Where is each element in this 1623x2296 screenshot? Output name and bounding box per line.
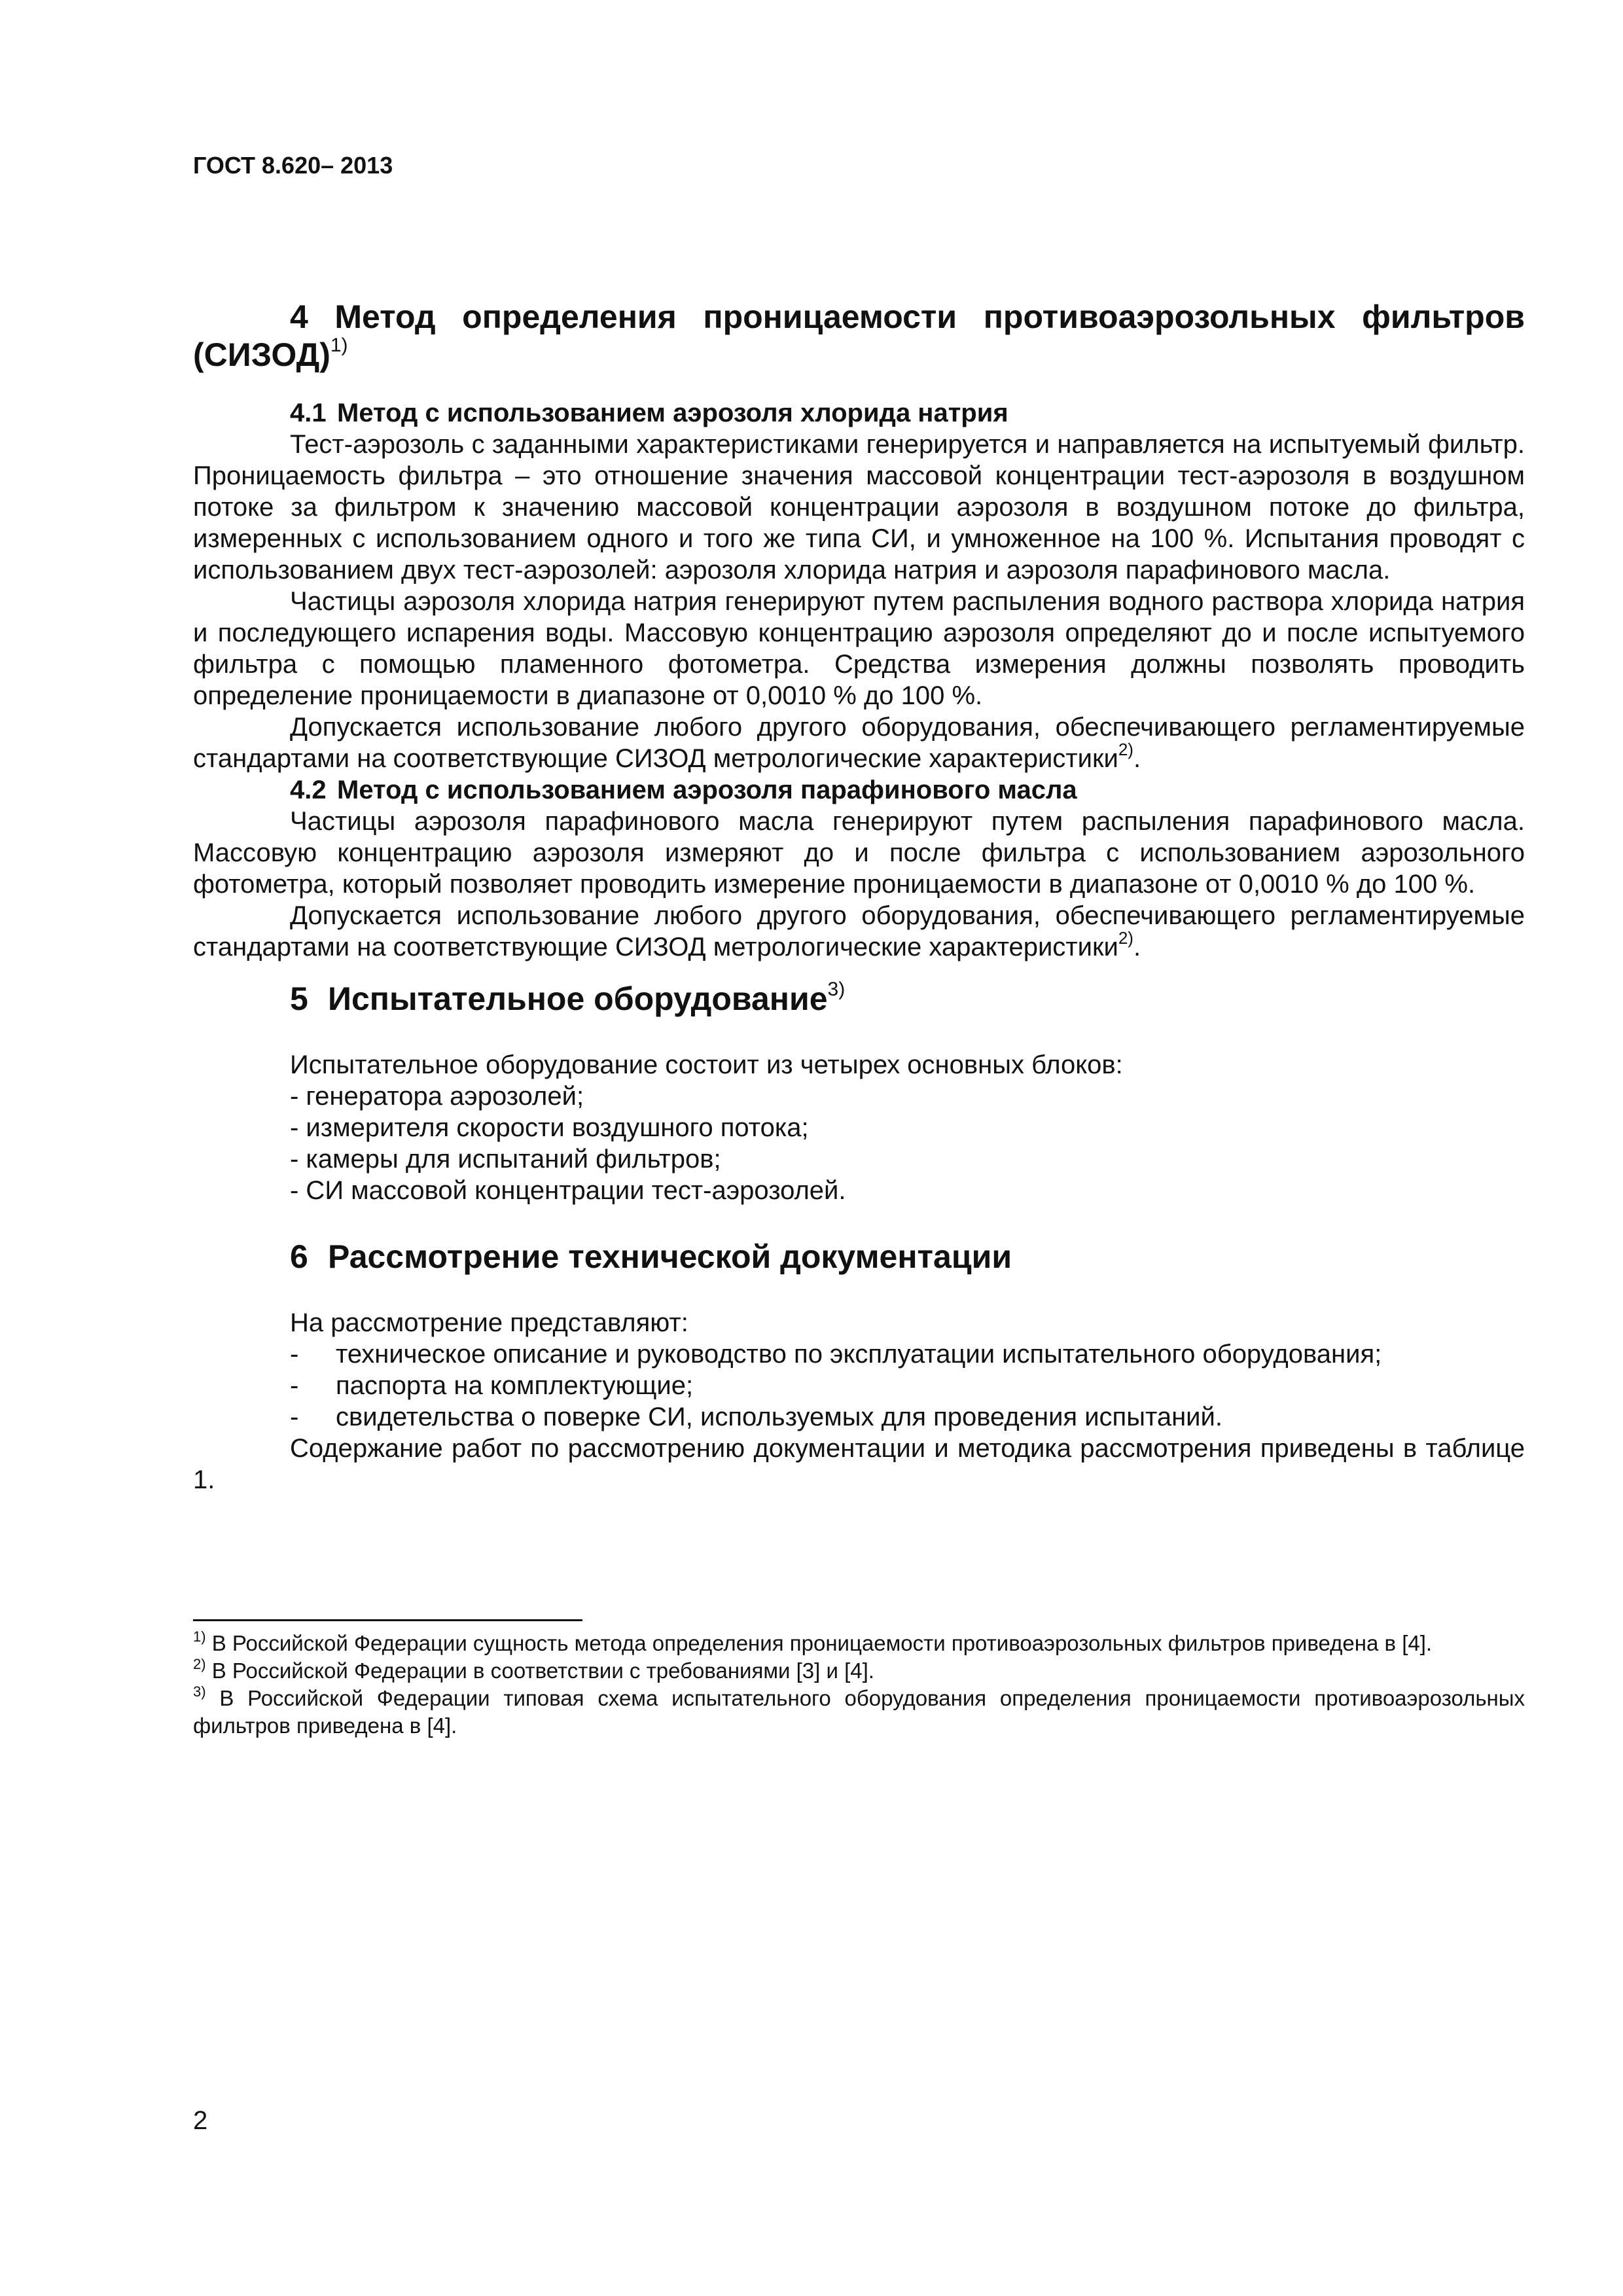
list-item-text: свидетельства о поверке СИ, используемых для проведения испытаний. — [336, 1403, 1222, 1431]
list-item-text: техническое описание и руководство по эксплуатации испытательного оборудования; — [336, 1340, 1382, 1369]
footnote-divider — [193, 1619, 582, 1621]
paragraph: Частицы аэрозоля парафинового масла генерируют путем распыления парафинового масла. Массовую концентрацию аэрозоля измеряют до и после фильтра с использованием аэрозольного фотометра, который позволяет проводить измерение проницаемости в диапазоне от 0,0010 % до 100 %. — [193, 807, 1525, 899]
list-item: - камеры для испытаний фильтров; — [290, 1145, 721, 1174]
spacer — [193, 963, 1525, 980]
section-4-title: 4 Метод определения проницаемости противоаэрозольных фильтров (СИЗОД) — [193, 298, 1525, 373]
paragraph: Содержание работ по рассмотрению документации и методика рассмотрения приведены в таблице 1. — [193, 1434, 1525, 1494]
paragraph — [193, 711, 1525, 774]
list-dash: - — [290, 1371, 299, 1400]
section-number: 5 — [290, 980, 308, 1017]
subsection-number: 4.1 — [290, 399, 327, 427]
paragraph-text: Допускается использование любого другого оборудования, обеспечивающего регламентируемые стандартами на соответствующие СИЗОД метрологические характеристики — [193, 713, 1525, 773]
main-content — [193, 298, 1525, 1496]
spacer — [193, 374, 1525, 397]
section-4-heading — [193, 298, 1525, 374]
footnote-ref-2: 2) — [1118, 740, 1133, 759]
footnote-ref-3: 3) — [827, 978, 846, 1000]
section-number: 6 — [290, 1238, 308, 1275]
footnote-text: В Российской Федерации в соответствии с требованиями [3] и [4]. — [205, 1659, 874, 1683]
paragraph-end: . — [1133, 933, 1141, 961]
footnote-mark: 2) — [193, 1656, 206, 1672]
documents-list — [193, 1338, 1525, 1433]
equipment-list — [193, 1081, 1525, 1206]
paragraph: Частицы аэрозоля хлорида натрия генерируют путем распыления водного раствора хлорида натрия и последующего испарения воды. Массовую концентрацию аэрозоля определяют до и после испытуемого фильтра с помощью пламенного фотометра. Средства измерения должны позволять проводить определение проницаемости в диапазоне от 0,0010 % до 100 %. — [193, 587, 1525, 710]
section-title: Рассмотрение технической документации — [328, 1238, 1012, 1275]
footnote-ref-1: 1) — [330, 334, 348, 356]
paragraph-text: Допускается использование любого другого оборудования, обеспечивающего регламентируемые стандартами на соответствующие СИЗОД метрологические характеристики — [193, 901, 1525, 961]
list-item — [290, 1338, 1525, 1370]
paragraph: Тест-аэрозоль с заданными характеристиками генерируется и направляется на испытуемый фильтр. Проницаемость фильтра – это отношение значения массовой концентрации тест-аэрозоля в воздушном потоке за фильтром к значению массовой концентрации аэрозоля в воздушном потоке до фильтра, измеренных с использованием одного и того же типа СИ, и умноженное на 100 %. Испытания проводят с использованием двух тест-аэрозолей: аэрозоля хлорида натрия и аэрозоля парафинового масла. — [193, 430, 1525, 584]
spacer — [193, 1206, 1525, 1238]
subsection-4-2-heading — [193, 774, 1525, 806]
subsection-number: 4.2 — [290, 776, 327, 804]
spacer — [193, 1018, 1525, 1049]
footnote-mark: 3) — [193, 1683, 206, 1700]
list-item: - СИ массовой концентрации тест-аэрозолей. — [290, 1176, 846, 1205]
section-title: Испытательное оборудование — [328, 980, 828, 1017]
footnotes — [193, 1630, 1525, 1740]
page-number: 2 — [193, 2106, 208, 2135]
paragraph — [193, 900, 1525, 963]
section-5-heading — [193, 980, 1525, 1018]
list-item: - измерителя скорости воздушного потока; — [290, 1113, 809, 1142]
subsection-4-1-heading — [193, 397, 1525, 429]
footnote-text: В Российской Федерации типовая схема испытательного оборудования определения проницаемости противоаэрозольных фильтров приведена в [4]. — [193, 1686, 1525, 1738]
footnote-1 — [193, 1630, 1525, 1657]
list-dash: - — [290, 1403, 299, 1431]
section-6-heading — [193, 1238, 1525, 1276]
document-header: ГОСТ 8.620– 2013 — [193, 152, 393, 179]
footnote-mark: 1) — [193, 1628, 206, 1645]
subsection-title: Метод с использованием аэрозоля парафинового масла — [337, 776, 1077, 804]
subsection-title: Метод с использованием аэрозоля хлорида натрия — [337, 399, 1008, 427]
list-item: - генератора аэрозолей; — [290, 1082, 584, 1111]
list-item-text: паспорта на комплектующие; — [336, 1371, 694, 1400]
paragraph-end: . — [1133, 744, 1141, 773]
list-dash: - — [290, 1340, 299, 1369]
paragraph: На рассмотрение представляют: — [290, 1308, 688, 1337]
list-item — [290, 1401, 1525, 1433]
list-item — [290, 1370, 1525, 1401]
footnote-2 — [193, 1657, 1525, 1685]
paragraph: Испытательное оборудование состоит из четырех основных блоков: — [290, 1050, 1123, 1079]
footnote-text: В Российской Федерации сущность метода определения проницаемости противоаэрозольных фильтров приведена в [4]. — [205, 1631, 1433, 1655]
spacer — [193, 1276, 1525, 1307]
footnote-3 — [193, 1685, 1525, 1740]
footnote-ref-2: 2) — [1118, 928, 1133, 948]
